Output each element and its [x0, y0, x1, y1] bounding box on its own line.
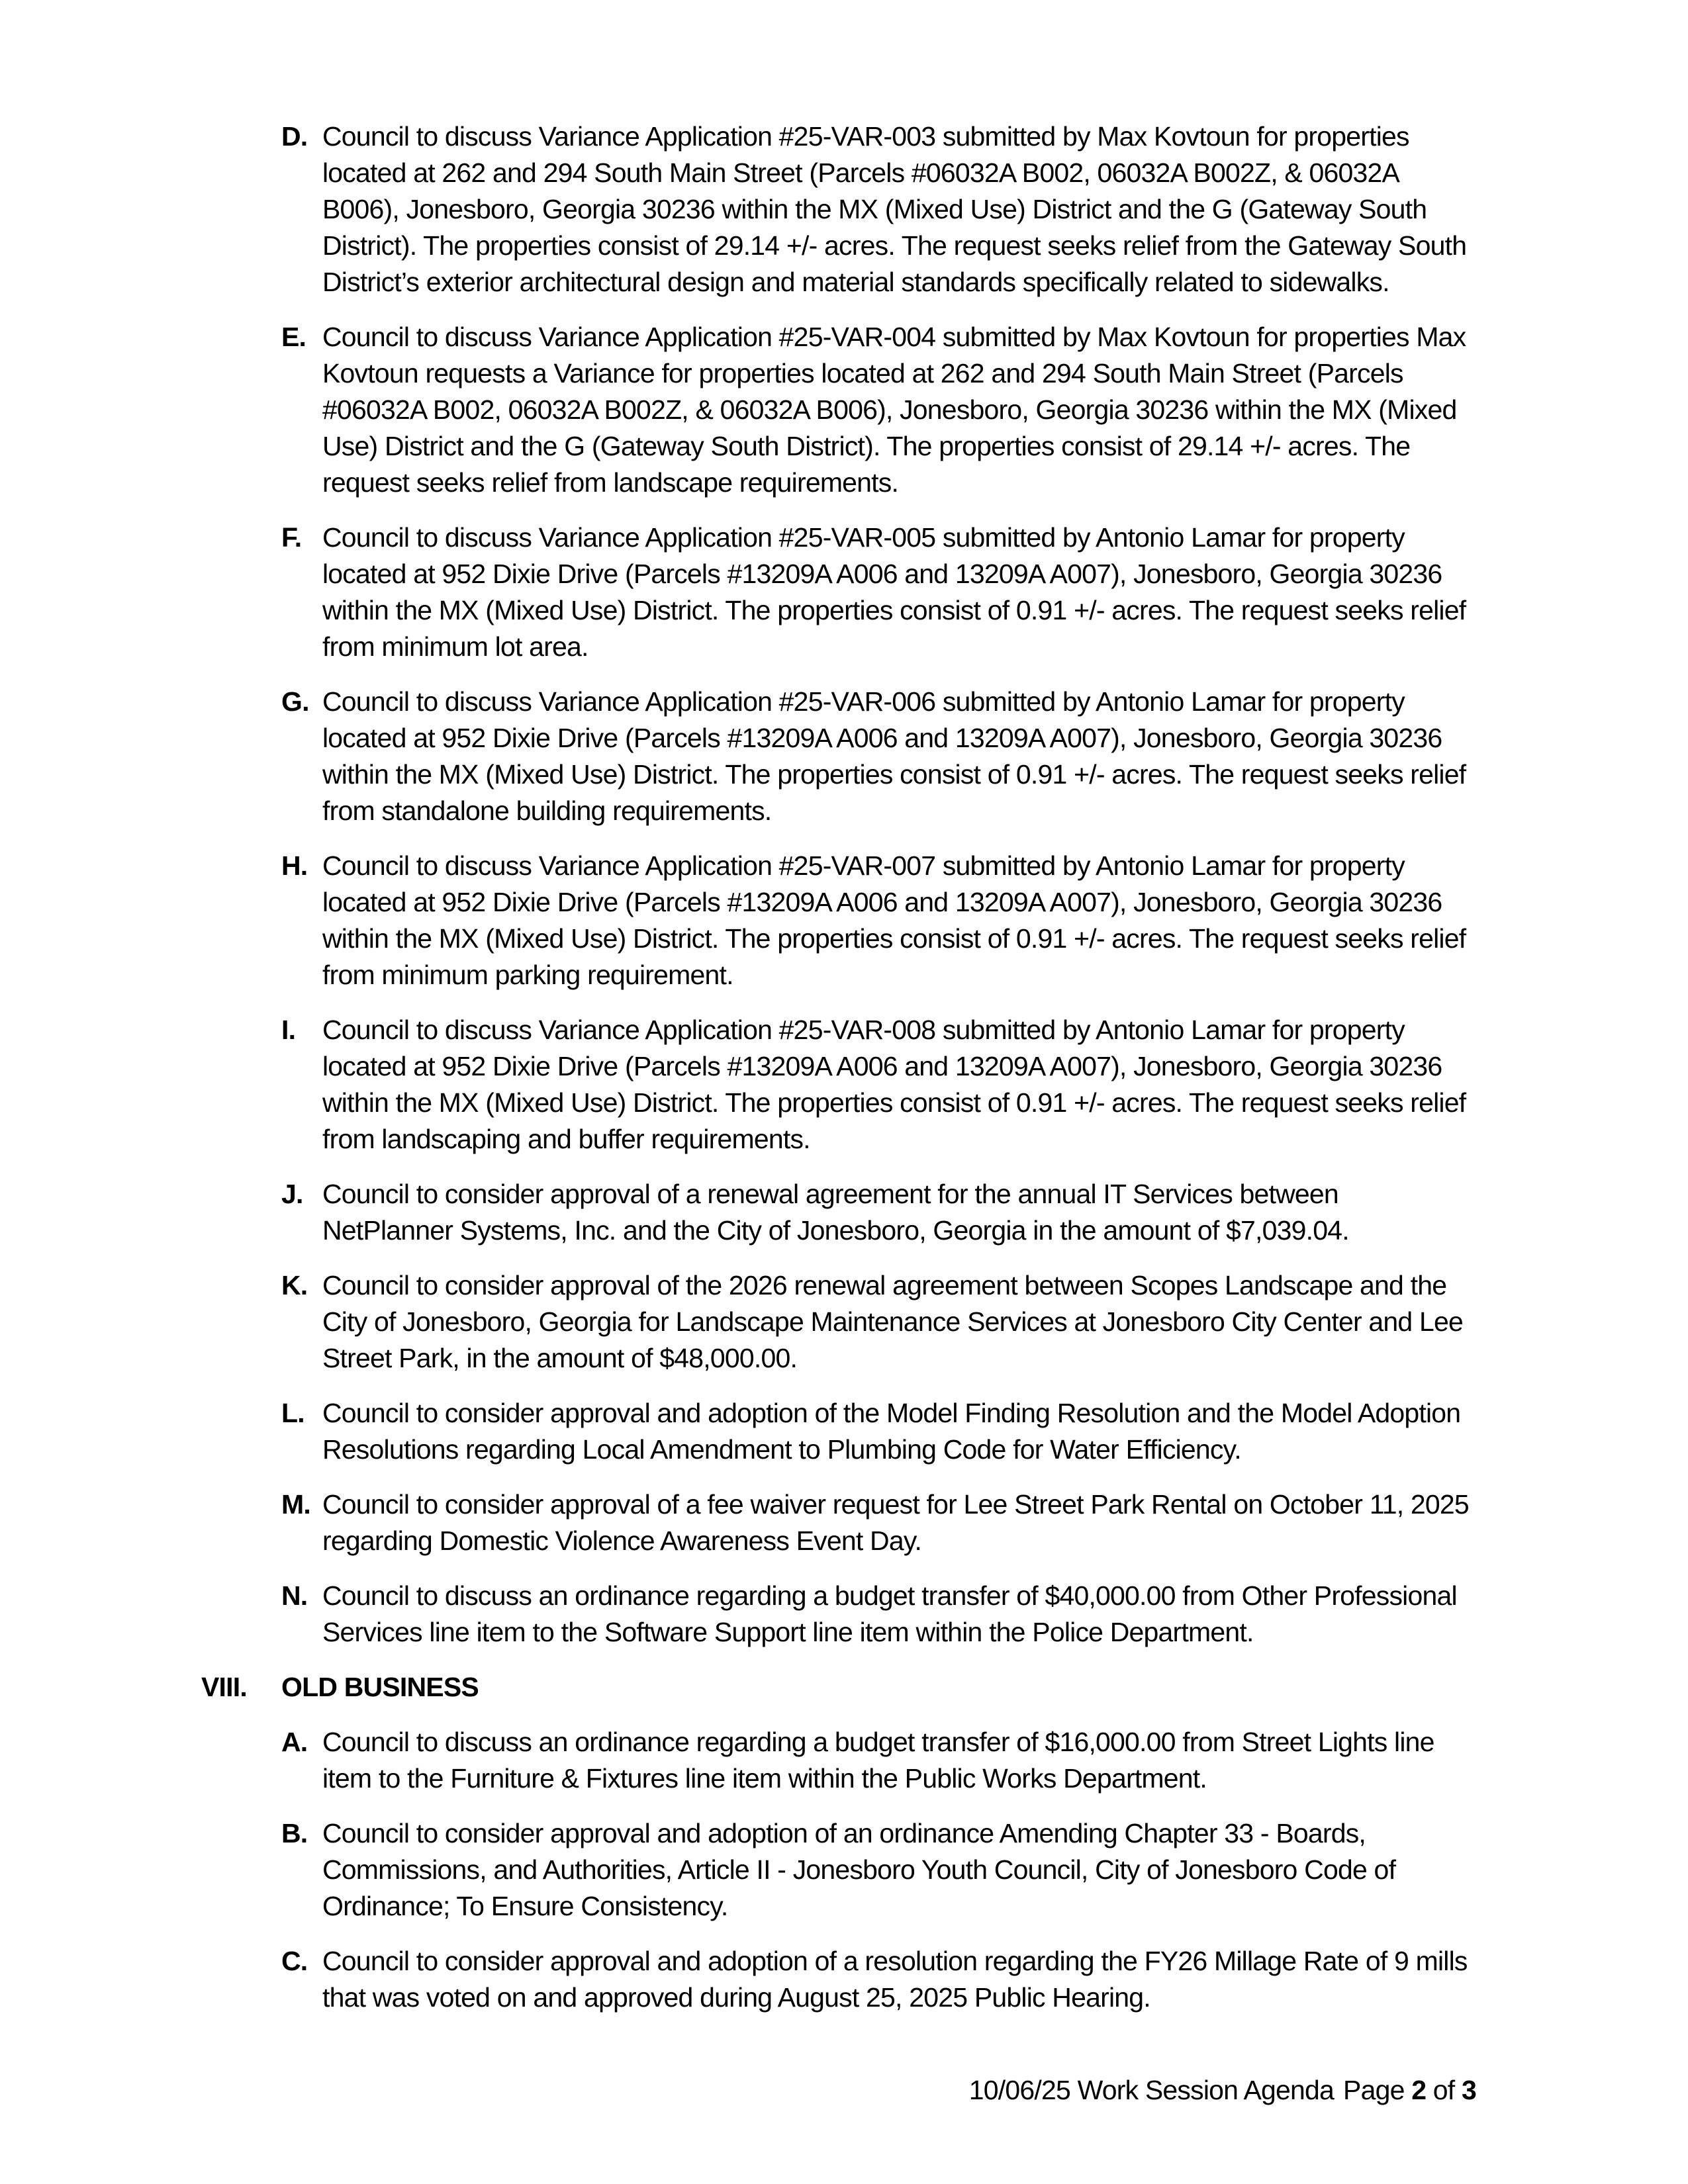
footer-date-title: 10/06/25 Work Session Agenda: [968, 2075, 1335, 2105]
item-letter: F.: [281, 522, 302, 553]
item-letter: K.: [281, 1270, 308, 1300]
item-letter: A.: [281, 1727, 308, 1757]
section-title: OLD BUSINESS: [281, 1672, 479, 1702]
item-text: Council to consider approval and adoption of an ordinance Amending Chapter 33 - Boards, Commissions, and Authorities, Article II - Jonesboro Youth Council, City of Jonesboro Code of Ordinance; To Ensure Consistency.: [322, 1818, 1396, 1921]
agenda-item: [0, 1578, 1688, 1651]
item-text: Council to consider approval of the 2026 renewal agreement between Scopes Landscape and the City of Jonesboro, Georgia for Landscape Maintenance Services at Jonesboro City Center and Lee Street Park, in the amount of $48,000.00.: [322, 1270, 1463, 1373]
item-letter: M.: [281, 1489, 310, 1520]
agenda-item: [0, 1395, 1688, 1468]
item-letter: B.: [281, 1818, 308, 1848]
footer-page-number: 2: [1411, 2075, 1427, 2105]
item-letter: H.: [281, 850, 308, 881]
item-text: Council to discuss Variance Application #25-VAR-006 submitted by Antonio Lamar for property located at 952 Dixie Drive (Parcels #13209A A006 and 13209A A007), Jonesboro, Georgia 30236 within the MX (Mixed Use) District. The properties consist of 0.91 +/- acres. The request seeks relief from standalone building requirements.: [322, 686, 1466, 826]
item-text: Council to discuss Variance Application #25-VAR-003 submitted by Max Kovtoun for properties located at 262 and 294 South Main Street (Parcels #06032A B002, 06032A B002Z, & 06032A B006), Jonesboro, Georgia 30236 within the MX (Mixed Use) District and the G (Gateway South District). The properties consist of 29.14 +/- acres. The request seeks relief from the Gateway South District’s exterior architectural design and material standards specifically related to sidewalks.: [322, 121, 1467, 297]
item-letter: G.: [281, 686, 309, 717]
item-letter: J.: [281, 1179, 303, 1209]
footer-page-label: Page: [1343, 2075, 1405, 2105]
item-text: Council to consider approval of a fee waiver request for Lee Street Park Rental on October 11, 2025 regarding Domestic Violence Awareness Event Day.: [322, 1489, 1469, 1556]
item-text: Council to discuss Variance Application #25-VAR-007 submitted by Antonio Lamar for property located at 952 Dixie Drive (Parcels #13209A A006 and 13209A A007), Jonesboro, Georgia 30236 within the MX (Mixed Use) District. The properties consist of 0.91 +/- acres. The request seeks relief from minimum parking requirement.: [322, 850, 1466, 990]
agenda-item: [0, 1724, 1688, 1797]
old-business-items: [0, 1724, 1688, 2016]
item-text: Council to discuss an ordinance regarding a budget transfer of $40,000.00 from Other Professional Services line item to the Software Support line item within the Police Department.: [322, 1580, 1457, 1647]
section-number: VIII.: [201, 1672, 247, 1702]
item-text: Council to consider approval and adoption of the Model Finding Resolution and the Model Adoption Resolutions regarding Local Amendment to Plumbing Code for Water Efficiency.: [322, 1398, 1461, 1465]
item-text: Council to consider approval of a renewal agreement for the annual IT Services between NetPlanner Systems, Inc. and the City of Jonesboro, Georgia in the amount of $7,039.04.: [322, 1179, 1349, 1246]
agenda-item: [0, 118, 1688, 300]
item-text: Council to discuss Variance Application #25-VAR-004 submitted by Max Kovtoun for properties Max Kovtoun requests a Variance for properties located at 262 and 294 South Main Street (Parcels #06032A B002, 06032A B002Z, & 06032A B006), Jonesboro, Georgia 30236 within the MX (Mixed Use) District and the G (Gateway South District). The properties consist of 29.14 +/- acres. The request seeks relief from landscape requirements.: [322, 322, 1466, 498]
agenda-item: [0, 1012, 1688, 1158]
item-letter: D.: [281, 121, 308, 152]
agenda-item: [0, 684, 1688, 829]
item-text: Council to discuss an ordinance regarding a budget transfer of $16,000.00 from Street Lights line item to the Furniture & Fixtures line item within the Public Works Department.: [322, 1727, 1434, 1794]
footer-of-label: of: [1432, 2075, 1455, 2105]
footer-total-pages: 3: [1461, 2075, 1476, 2105]
agenda-item: [0, 1943, 1688, 2016]
item-text: Council to consider approval and adoption of a resolution regarding the FY26 Millage Rate of 9 mills that was voted on and approved during August 25, 2025 Public Hearing.: [322, 1946, 1468, 2013]
item-text: Council to discuss Variance Application #25-VAR-008 submitted by Antonio Lamar for property located at 952 Dixie Drive (Parcels #13209A A006 and 13209A A007), Jonesboro, Georgia 30236 within the MX (Mixed Use) District. The properties consist of 0.91 +/- acres. The request seeks relief from landscaping and buffer requirements.: [322, 1015, 1466, 1154]
new-business-items-continued: [0, 118, 1688, 1651]
item-letter: E.: [281, 322, 306, 352]
item-letter: N.: [281, 1580, 308, 1611]
section-heading-old-business: [0, 1669, 1688, 1706]
agenda-content: [0, 118, 1688, 2034]
agenda-item: [0, 520, 1688, 665]
item-letter: I.: [281, 1015, 296, 1045]
agenda-item: [0, 319, 1688, 501]
agenda-item: [0, 1176, 1688, 1249]
agenda-item: [0, 848, 1688, 993]
agenda-item: [0, 1815, 1688, 1925]
agenda-item: [0, 1486, 1688, 1559]
agenda-item: [0, 1267, 1688, 1377]
page-footer: [969, 2072, 1476, 2109]
item-text: Council to discuss Variance Application #25-VAR-005 submitted by Antonio Lamar for property located at 952 Dixie Drive (Parcels #13209A A006 and 13209A A007), Jonesboro, Georgia 30236 within the MX (Mixed Use) District. The properties consist of 0.91 +/- acres. The request seeks relief from minimum lot area.: [322, 522, 1466, 662]
item-letter: L.: [281, 1398, 305, 1428]
item-letter: C.: [281, 1946, 308, 1976]
